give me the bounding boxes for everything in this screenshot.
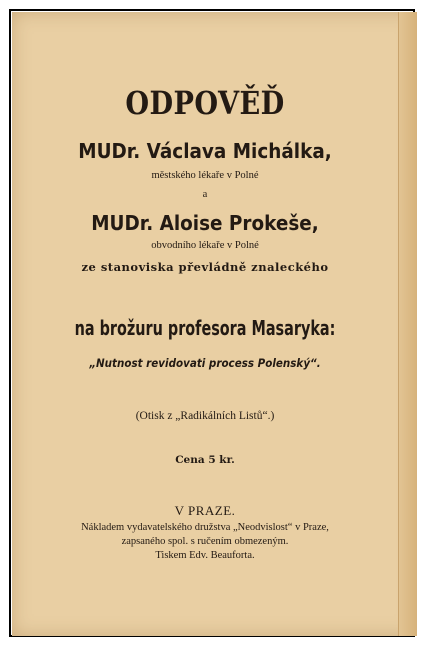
- cover-text: [12, 12, 398, 636]
- author-2-role: obvodního lékaře v Polné: [151, 240, 259, 251]
- printer-line: Tiskem Edv. Beauforta.: [155, 550, 255, 561]
- standpoint-line: ze stanoviska převládně znaleckého: [81, 260, 329, 274]
- author-1-name: MUDr. Václava Michálka,: [78, 139, 332, 163]
- author-1-role: městského lékaře v Polné: [151, 170, 259, 181]
- publisher-line-2: zapsaného spol. s ručením obmezeným.: [121, 536, 289, 547]
- publisher-line-1: Nákladem vydavatelského družstva „Neodvislost“ v Praze,: [81, 522, 329, 533]
- place: V PRAZE.: [174, 503, 236, 518]
- brochure-line: na brožuru profesora Masaryka:: [74, 316, 336, 340]
- author-2-name: MUDr. Aloise Prokeše,: [91, 211, 319, 235]
- conjunction: a: [202, 189, 208, 200]
- reprint-note: (Otisk z „Radikálních Listů“.): [135, 410, 275, 422]
- page-edge: [398, 12, 417, 636]
- price: Cena 5 kr.: [175, 454, 235, 466]
- document-title: ODPOVĚĎ: [125, 84, 285, 122]
- brochure-title: „Nutnost revidovati process Polenský“.: [89, 356, 321, 370]
